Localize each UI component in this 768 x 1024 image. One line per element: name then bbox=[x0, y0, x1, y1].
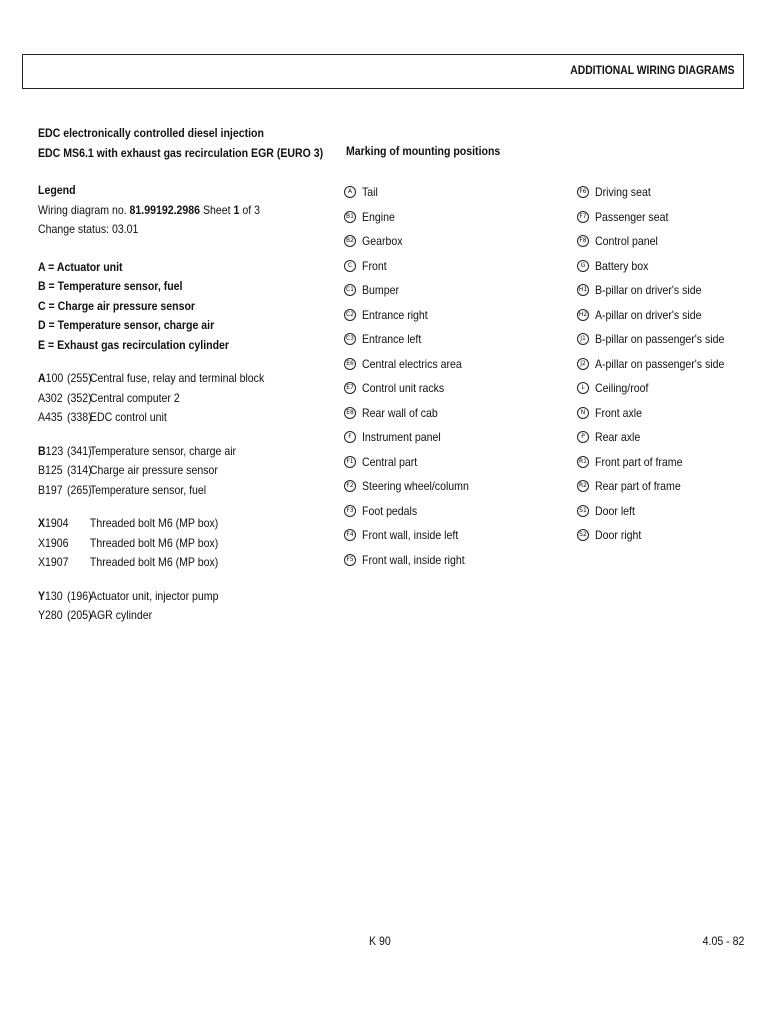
wiring-number: 81.99192.2986 bbox=[129, 202, 201, 217]
position-label: Central part bbox=[362, 454, 418, 469]
mounting-position-item bbox=[577, 450, 742, 475]
mounting-position-item bbox=[344, 327, 483, 352]
position-label: Driving seat bbox=[595, 185, 651, 200]
component-row bbox=[38, 369, 302, 389]
mounting-position-item bbox=[344, 303, 483, 328]
component-desc: Central computer 2 bbox=[89, 390, 180, 405]
position-code-badge: R1 bbox=[577, 456, 589, 468]
position-label: Instrument panel bbox=[362, 430, 441, 445]
mounting-position-item bbox=[344, 205, 483, 230]
component-code: B123 bbox=[38, 443, 64, 458]
position-code-badge: H2 bbox=[577, 309, 589, 321]
component-group-b bbox=[38, 442, 302, 501]
position-code-badge: C3 bbox=[344, 333, 356, 345]
component-desc: Temperature sensor, fuel bbox=[89, 482, 207, 497]
position-code-badge: F8 bbox=[577, 235, 589, 247]
position-code-badge: F2 bbox=[344, 480, 356, 492]
position-label: Front part of frame bbox=[595, 454, 683, 469]
component-row bbox=[38, 514, 302, 534]
mounting-position-item bbox=[344, 180, 483, 205]
component-row bbox=[38, 442, 302, 462]
footer-page-number: 4.05 - 82 bbox=[702, 934, 744, 948]
position-label: Front wall, inside right bbox=[362, 552, 465, 567]
mounting-position-item bbox=[344, 278, 483, 303]
component-ref: (205) bbox=[67, 608, 92, 622]
position-code-badge: E8 bbox=[344, 407, 356, 419]
intro-title-line-2: EDC MS6.1 with exhaust gas recirculation EGR (EURO 3) bbox=[38, 145, 324, 160]
left-column bbox=[38, 124, 338, 626]
component-code: X1906 bbox=[38, 535, 69, 550]
position-label: Entrance left bbox=[362, 332, 422, 347]
mounting-position-item bbox=[344, 450, 483, 475]
component-code: X1904 bbox=[38, 516, 69, 530]
wiring-prefix: Wiring diagram no. bbox=[38, 202, 130, 217]
component-ref: (265) bbox=[67, 482, 92, 497]
component-desc: Threaded bolt M6 (MP box) bbox=[89, 516, 219, 530]
component-desc: Central fuse, relay and terminal block bbox=[89, 371, 265, 385]
mounting-list-a bbox=[344, 180, 483, 572]
mounting-position-item bbox=[344, 352, 483, 377]
position-label: Engine bbox=[362, 209, 395, 224]
position-label: Rear axle bbox=[595, 430, 641, 445]
mounting-position-item bbox=[344, 425, 483, 450]
position-label: Entrance right bbox=[362, 307, 428, 322]
component-group-y bbox=[38, 587, 302, 626]
mounting-position-item bbox=[344, 229, 483, 254]
position-label: Foot pedals bbox=[362, 503, 418, 518]
position-code-badge: B1 bbox=[344, 211, 356, 223]
component-row bbox=[38, 461, 302, 481]
position-code-badge: B2 bbox=[344, 235, 356, 247]
definition-item: C = Charge air pressure sensor bbox=[38, 298, 196, 313]
mounting-position-item bbox=[344, 548, 483, 573]
component-desc: EDC control unit bbox=[89, 410, 167, 424]
position-label: Gearbox bbox=[362, 234, 403, 249]
position-code-badge: E7 bbox=[344, 382, 356, 394]
definition-item: E = Exhaust gas recirculation cylinder bbox=[38, 337, 230, 352]
position-code-badge: R2 bbox=[577, 480, 589, 492]
component-row bbox=[38, 481, 302, 501]
position-label: Front axle bbox=[595, 405, 642, 420]
component-ref: (255) bbox=[67, 371, 92, 385]
mounting-position-item bbox=[577, 327, 742, 352]
mounting-position-item bbox=[577, 523, 742, 548]
section-title: ADDITIONAL WIRING DIAGRAMS bbox=[570, 65, 735, 77]
component-desc: Actuator unit, injector pump bbox=[89, 588, 219, 603]
position-label: Door left bbox=[595, 503, 635, 518]
sheet-number: 1 bbox=[233, 202, 240, 217]
footer-model: K 90 bbox=[369, 934, 391, 948]
component-group-x bbox=[38, 514, 302, 573]
mounting-position-item bbox=[577, 352, 742, 377]
position-code-badge: C2 bbox=[344, 309, 356, 321]
position-code-badge: G bbox=[577, 260, 589, 272]
component-desc: AGR cylinder bbox=[89, 608, 153, 622]
position-label: Passenger seat bbox=[595, 209, 669, 224]
component-group-a bbox=[38, 369, 302, 428]
position-code-badge: S2 bbox=[577, 529, 589, 541]
component-row bbox=[38, 606, 302, 626]
mounting-position-item bbox=[577, 376, 742, 401]
mounting-position-item bbox=[577, 180, 742, 205]
definition-item: A = Actuator unit bbox=[38, 259, 123, 274]
position-code-badge: F3 bbox=[344, 505, 356, 517]
mounting-position-item bbox=[344, 499, 483, 524]
mounting-position-item bbox=[344, 474, 483, 499]
definition-item: B = Temperature sensor, fuel bbox=[38, 279, 183, 293]
position-code-badge: F5 bbox=[344, 554, 356, 566]
component-code: X1907 bbox=[38, 555, 69, 569]
mounting-title: Marking of mounting positions bbox=[346, 144, 501, 158]
position-code-badge: F1 bbox=[344, 456, 356, 468]
position-label: Tail bbox=[362, 185, 378, 200]
mounting-position-item bbox=[577, 499, 742, 524]
component-code: B125 bbox=[38, 463, 63, 477]
position-label: Central electrics area bbox=[362, 356, 462, 371]
position-label: Door right bbox=[595, 528, 642, 543]
position-code-badge: C1 bbox=[344, 284, 356, 296]
component-desc: Threaded bolt M6 (MP box) bbox=[89, 555, 219, 569]
position-code-badge: P bbox=[577, 431, 589, 443]
position-label: Front bbox=[362, 258, 387, 273]
component-row bbox=[38, 534, 302, 554]
position-code-badge: E6 bbox=[344, 358, 356, 370]
mounting-position-item bbox=[577, 401, 742, 426]
component-code: B197 bbox=[38, 482, 63, 497]
position-code-badge: L bbox=[577, 382, 589, 394]
intro-title-line-1: EDC electronically controlled diesel injection bbox=[38, 126, 264, 140]
position-code-badge: J1 bbox=[577, 333, 589, 345]
mounting-position-item bbox=[577, 425, 742, 450]
mounting-position-item bbox=[577, 474, 742, 499]
component-desc: Threaded bolt M6 (MP box) bbox=[89, 535, 219, 550]
position-label: Control unit racks bbox=[362, 381, 445, 396]
component-code: A302 bbox=[38, 390, 63, 405]
mounting-position-item bbox=[577, 229, 742, 254]
position-label: A-pillar on driver's side bbox=[595, 307, 702, 322]
position-label: Battery box bbox=[595, 258, 649, 273]
position-code-badge: S1 bbox=[577, 505, 589, 517]
position-label: Rear wall of cab bbox=[362, 405, 438, 420]
mounting-position-item bbox=[344, 523, 483, 548]
position-label: Front wall, inside left bbox=[362, 528, 459, 543]
position-label: B-pillar on passenger's side bbox=[595, 332, 725, 347]
component-code: Y130 bbox=[38, 588, 63, 603]
wiring-diagram-line bbox=[38, 201, 302, 221]
position-code-badge: N bbox=[577, 407, 589, 419]
component-ref: (341) bbox=[67, 443, 92, 458]
mounting-position-item bbox=[344, 376, 483, 401]
definitions-list bbox=[38, 258, 338, 356]
definition-item: D = Temperature sensor, charge air bbox=[38, 318, 215, 332]
component-ref: (314) bbox=[67, 463, 92, 477]
position-label: Control panel bbox=[595, 234, 658, 249]
component-desc: Charge air pressure sensor bbox=[89, 463, 218, 477]
position-code-badge: H1 bbox=[577, 284, 589, 296]
position-label: A-pillar on passenger's side bbox=[595, 356, 725, 371]
position-label: Bumper bbox=[362, 283, 399, 298]
position-code-badge: C bbox=[344, 260, 356, 272]
position-code-badge: F7 bbox=[577, 211, 589, 223]
mounting-position-item bbox=[577, 205, 742, 230]
position-code-badge: F6 bbox=[577, 186, 589, 198]
header-box bbox=[22, 54, 744, 89]
component-ref: (352) bbox=[67, 390, 92, 405]
position-code-badge: F bbox=[344, 431, 356, 443]
mounting-position-item bbox=[577, 278, 742, 303]
mounting-position-item bbox=[344, 254, 483, 279]
component-row bbox=[38, 408, 302, 428]
component-code: A100 bbox=[38, 371, 64, 385]
position-label: Ceiling/roof bbox=[595, 381, 649, 396]
component-ref: (196) bbox=[67, 588, 92, 603]
position-label: B-pillar on driver's side bbox=[595, 283, 702, 298]
component-row bbox=[38, 553, 302, 573]
mounting-position-item bbox=[344, 401, 483, 426]
position-code-badge: J2 bbox=[577, 358, 589, 370]
sheet-suffix: of 3 bbox=[239, 202, 260, 217]
change-status: Change status: 03.01 bbox=[38, 222, 139, 236]
component-code: A435 bbox=[38, 410, 63, 424]
mounting-position-item bbox=[577, 254, 742, 279]
position-code-badge: A bbox=[344, 186, 356, 198]
mounting-position-item bbox=[577, 303, 742, 328]
sheet-label: Sheet bbox=[200, 202, 234, 217]
position-label: Rear part of frame bbox=[595, 479, 681, 494]
legend-heading: Legend bbox=[38, 183, 76, 197]
component-row bbox=[38, 389, 302, 409]
component-desc: Temperature sensor, charge air bbox=[89, 443, 237, 458]
component-code: Y280 bbox=[38, 608, 63, 622]
component-row bbox=[38, 587, 302, 607]
component-ref: (338) bbox=[67, 410, 92, 424]
mounting-list-b bbox=[577, 180, 742, 548]
position-code-badge: F4 bbox=[344, 529, 356, 541]
position-label: Steering wheel/column bbox=[362, 479, 469, 494]
